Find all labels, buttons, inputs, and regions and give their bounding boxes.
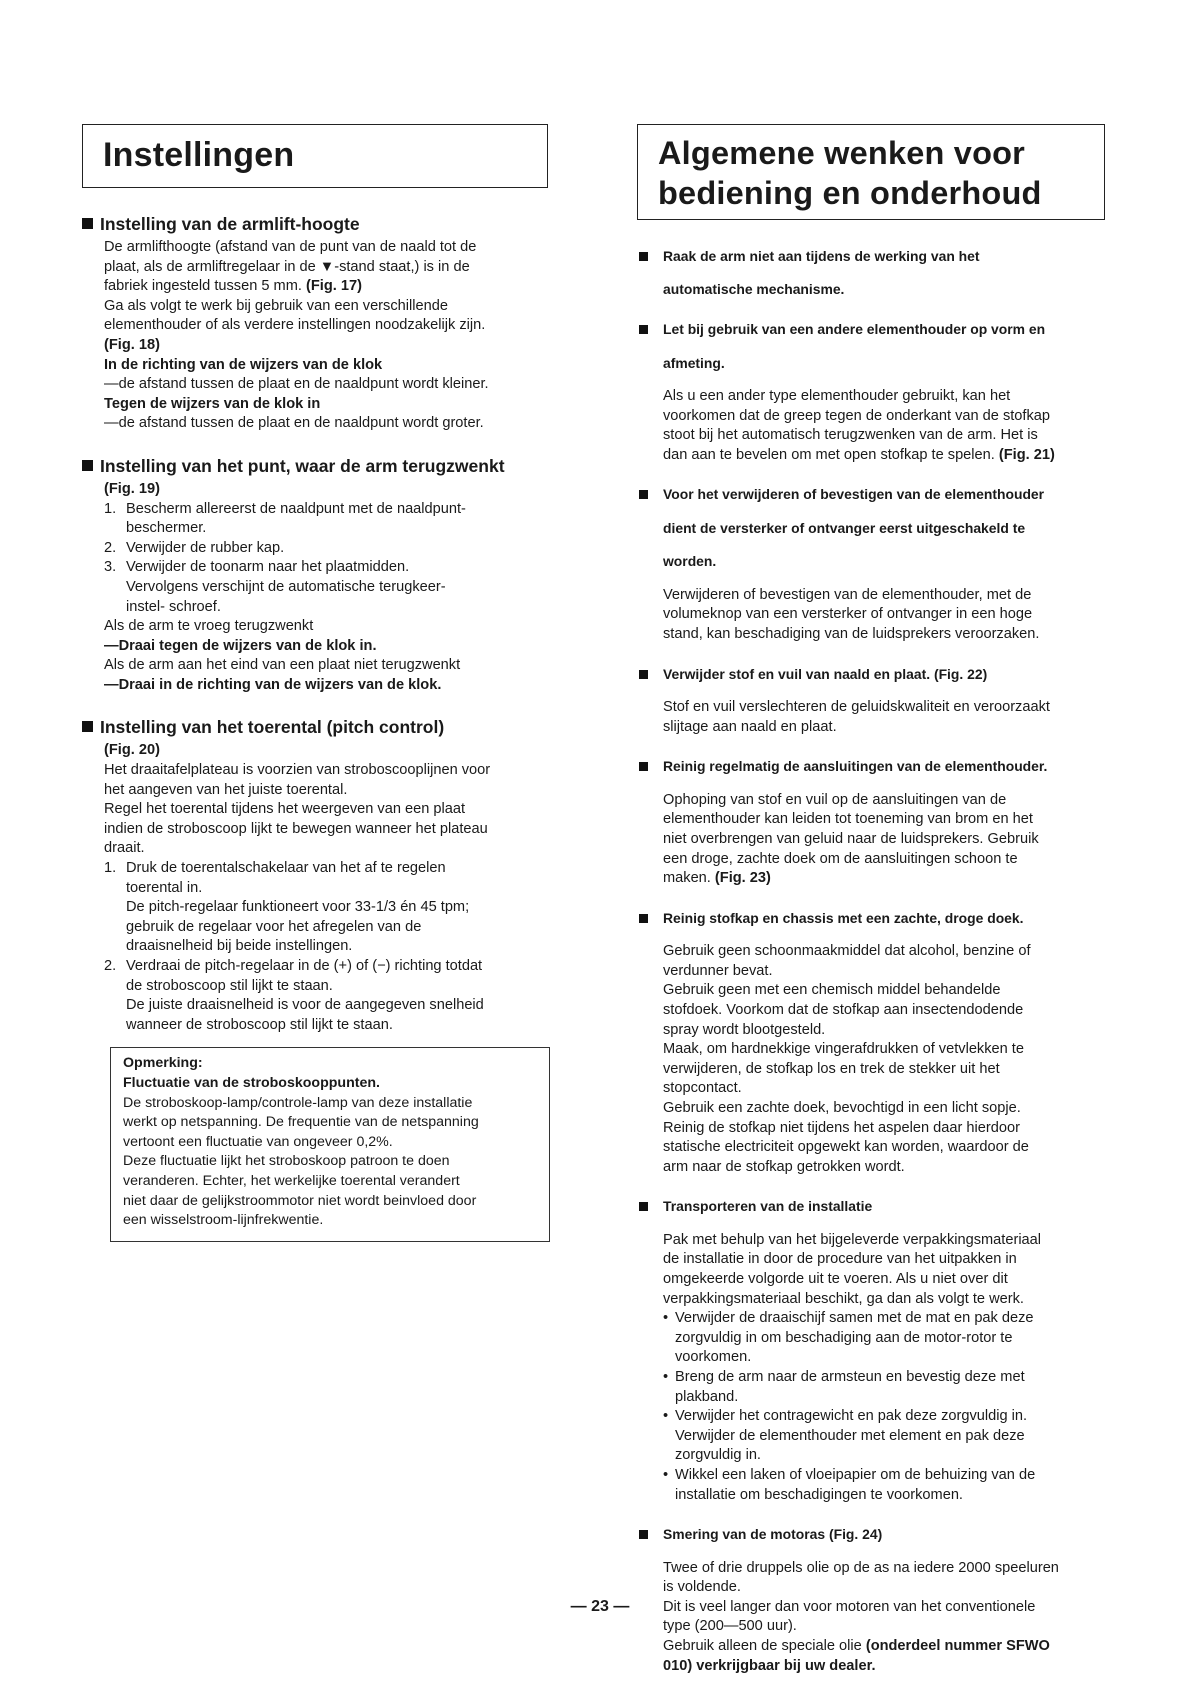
- tip-aansluitingen-reinigen: Reinig regelmatig de aansluitingen van de elementhouder. Ophoping van stof en vuil op de aansluitingen van de elementhouder kan leiden tot toeneming van brom en het niet overbrengen van geluid naar de luidsprekers. Gebruik een droge, zachte doek om de aansluitingen schoon te maken. (Fig. 23): [637, 757, 1105, 888]
- tip-versterker-uitschakelen: Voor het verwijderen of bevestigen van de elementhouder dient de versterker of ontvanger eerst uitgeschakeld te worden. Verwijderen of bevestigen van de elementhouder, met de volumeknop van een versterker of ontvanger in een hoge stand, kan beschadiging van de luidsprekers veroorzaken.: [637, 485, 1105, 644]
- bullet-square-icon: [639, 914, 648, 923]
- bullet-square-icon: [639, 1530, 648, 1539]
- tip-arm-niet-aanraken: Raak de arm niet aan tijdens de werking van het automatische mechanisme.: [637, 247, 1105, 300]
- bullet-square-icon: [639, 670, 648, 679]
- bullet-square-icon: [639, 252, 648, 261]
- page-number: — 23 —: [570, 1598, 630, 1615]
- list-item: 1. Druk de toerentalschakelaar van het af te regelen toerental in. De pitch-regelaar funktioneert voor 33-1/3 én 45 tpm; gebruik de regelaar voor het afregelen van de draaisnelheid bij beide instellingen.: [104, 860, 470, 955]
- bullet-square-icon: [82, 721, 93, 732]
- tip-transporteren: Transporteren van de installatie Pak met behulp van het bijgeleverde verpakkingsmateriaal de installatie in door de procedure van het uitpakken in omgekeerde volgorde uit te voeren. Als u niet over dit verpakkingsmateriaal beschikt, ga dan als volgt te werk. • Verwijder de draaischijf samen met de mat en pak deze zorgvuldig in om beschadiging aan de motor-rotor te voorkomen. • Breng de arm naar de armsteun en bevestig deze met plakband. • Verwijder het contragewicht en pak deze zorgvuldig in. Verwijder de elementhouder met element en pak deze zorgvuldig in. • Wikkel een laken of vloeipapier om de behuizing van de installatie om beschadigingen te voorkomen.: [637, 1197, 1105, 1505]
- list-item: • Verwijder de draaischijf samen met de mat en pak deze zorgvuldig in om beschadiging aan de motor-rotor te voorkomen.: [663, 1310, 1034, 1366]
- list-item: 2. Verwijder de rubber kap.: [104, 539, 285, 556]
- bullet-square-icon: [639, 1202, 648, 1211]
- toerental-text: (Fig. 20) Het draaitafelplateau is voorzien van stroboscooplijnen voor het aangeven van het juiste toerental. Regel het toerental tijdens het weergeven van een plaat indien de stroboscoop lijkt te bewegen wanneer het plateau draait.: [104, 742, 491, 857]
- tip-stofkap-reinigen: Reinig stofkap en chassis met een zachte, droge doek. Gebruik geen schoonmaakmiddel dat alcohol, benzine of verdunner bevat. Gebruik geen met een chemisch middel behandelde stofdoek. Voorkom dat de stofkap aan insectendodende spray wordt blootgesteld. Maak, om hardnekkige vingerafdrukken of vetvlekken te verwijderen, de stofkap los en trek de stekker uit het stopcontact. Gebruik een zachte doek, bevochtigd in een licht sopje. Reinig de stofkap niet tijdens het aspelen daar hierdoor statische electriciteit opgewekt kan worden, waardoor de arm naar de stofkap getrokken wordt.: [637, 909, 1105, 1178]
- list-item: 2. Verdraai de pitch-regelaar in de (+) of (−) richting totdat de stroboscoop stil lijkt te staan. De juiste draaisnelheid is voor de aangegeven snelheid wanneer de stroboscoop stil lijkt te staan.: [104, 958, 484, 1033]
- tip-andere-elementhouder: Let bij gebruik van een andere elementhouder op vorm en afmeting. Als u een ander type elementhouder gebruikt, kan het voorkomen dat de greep tegen de onderkant van de stofkap stoot bij het automatisch terugzwenken van de arm. Het is dan aan te bevelen om met open stofkap te spelen. (Fig. 21): [637, 320, 1105, 465]
- list-item: • Breng de arm naar de armsteun en bevestig deze met plakband.: [663, 1369, 1025, 1405]
- bullet-square-icon: [82, 218, 93, 229]
- bullet-square-icon: [639, 490, 648, 499]
- list-item: 1. Bescherm allereerst de naaldpunt met de naaldpunt- beschermer.: [104, 500, 466, 537]
- right-column: [637, 124, 1105, 1696]
- bullet-square-icon: [639, 762, 648, 771]
- bullet-square-icon: [82, 460, 93, 471]
- tip-stof-verwijderen: Verwijder stof en vuil van naald en plaat. (Fig. 22) Stof en vuil verslechteren de geluidskwaliteit en veroorzaakt slijtage aan naald en plaat.: [637, 665, 1105, 738]
- heading-armlift-hoogte: Instelling van de armlift-hoogte: [82, 213, 548, 235]
- list-item: 3. Verwijder de toonarm naar het plaatmidden. Vervolgens verschijnt de automatische terugkeer- instel- schroef.: [104, 559, 446, 615]
- bullet-square-icon: [639, 325, 648, 334]
- section-title-instellingen: Instellingen: [82, 124, 548, 188]
- heading-toerental: Instelling van het toerental (pitch control): [82, 716, 548, 738]
- section-title-algemene-wenken: Algemene wenken voor bediening en onderhoud: [637, 124, 1105, 220]
- left-column: Instellingen Instelling van de armlift-hoogte De armlifthoogte (afstand van de punt van de naald tot de plaat, als de armliftregelaar in de ▼-stand staat,) is in de fabriek ingesteld tussen 5 mm. (Fig. 17) Ga als volgt te werk bij gebruik van een verschillende elementhouder of als verdere instellingen noodzakelijk zijn. (Fig. 18) In de richting van de wijzers van de klok —de afstand tussen de plaat en de naaldpunt wordt kleiner. Tegen de wijzers van de klok in —de afstand tussen de plaat en de naaldpunt wordt groter. Instelling van het punt, waar de arm terugzwenkt (Fig. 19) 1. Bescherm allereerst de naaldpunt met de naaldpunt- beschermer. 2. Verwijder de rubber kap. 3. Verwijder de toonarm naar het plaatmidden. Vervolgens verschijnt de automatische terugkeer- instel- schroef. Als de arm te vroeg terugzwenkt —Draai tegen de wijzers van de klok in. Als de arm aan het eind van een plaat niet terugzwenkt —Draai in de richting van de wijzers van de klok. Instelling van het toerental (pitch control) (Fig. 20) Het draaitafelplateau is voorzien van stroboscooplijnen voor het aangeven van het juiste toerental. Regel het toerental tijdens het weergeven van een plaat indien de stroboscoop lijkt te bewegen wanneer het plateau draait. 1. Druk de toerentalschakelaar van het af te regelen toerental in. De pitch-regelaar funktioneert voor 33-1/3 én 45 tpm; gebruik de regelaar voor het afregelen van de draaisnelheid bij beide instellingen. 2. Verdraai de pitch-regelaar in de (+) of (−) richting totdat de stroboscoop stil lijkt te staan. De juiste draaisnelheid is voor de aangegeven snelheid wanneer de stroboscoop stil lijkt te staan. Opmerking: Fluctuatie van de stroboskooppunten. De stroboskoop-lamp/controle-lamp van deze installatie werkt op netspanning. De frequentie van de netspanning vertoont een fluctuatie van ongeveer 0,2%. Deze fluctuatie lijkt het stroboskoop patroon te doen veranderen. Echter, het werkelijke toerental verandert niet daar de gelijkstroommotor niet wordt beinvloed door een wisselstroom-lijnfrekwentie.: [82, 124, 548, 1242]
- terugzwenk-text: (Fig. 19): [104, 480, 160, 497]
- note-box: Opmerking: Fluctuatie van de stroboskooppunten. De stroboskoop-lamp/controle-lamp van deze installatie werkt op netspanning. De frequentie van de netspanning vertoont een fluctuatie van ongeveer 0,2%. Deze fluctuatie lijkt het stroboskoop patroon te doen veranderen. Echter, het werkelijke toerental verandert niet daar de gelijkstroommotor niet wordt beinvloed door een wisselstroom-lijnfrekwentie.: [110, 1047, 550, 1241]
- tip-smering-motoras: Smering van de motoras (Fig. 24) Twee of drie druppels olie op de as na iedere 2000 speeluren is voldende. Dit is veel langer dan voor motoren van het conventionele type (200—500 uur). Gebruik alleen de speciale olie (onderdeel nummer SFWO 010) verkrijgbaar bij uw dealer.: [637, 1525, 1105, 1676]
- armlift-text: De armlifthoogte (afstand van de punt van de naald tot de plaat, als de armliftregelaar in de ▼-stand staat,) is in de fabriek ingesteld tussen 5 mm. (Fig. 17) Ga als volgt te werk bij gebruik van een verschillende elementhouder of als verdere instellingen noodzakelijk zijn. (Fig. 18) In de richting van de wijzers van de klok —de afstand tussen de plaat en de naaldpunt wordt kleiner. Tegen de wijzers van de klok in —de afstand tussen de plaat en de naaldpunt wordt groter.: [104, 239, 489, 432]
- list-item: • Verwijder het contragewicht en pak deze zorgvuldig in. Verwijder de elementhouder met element en pak deze zorgvuldig in.: [663, 1408, 1028, 1464]
- heading-arm-terugzwenkt: Instelling van het punt, waar de arm terugzwenkt: [82, 455, 548, 477]
- list-item: • Wikkel een laken of vloeipapier om de behuizing van de installatie om beschadigingen te voorkomen.: [663, 1467, 1036, 1503]
